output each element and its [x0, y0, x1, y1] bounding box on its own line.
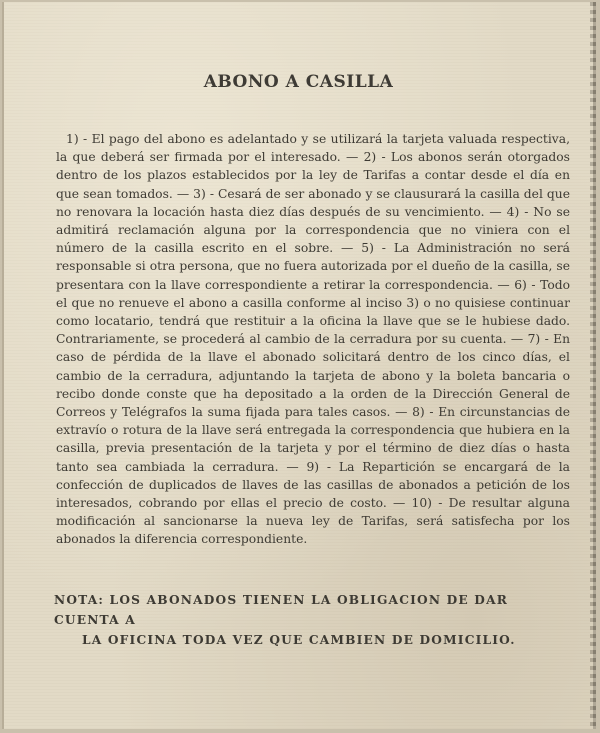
terms-body-text: 1) - El pago del abono es adelantado y se utilizará la tarjeta valuada respectiva, la que deberá ser firmada por el interesado. — 2) - Los abonos serán otorgados dentro de los plazos establecidos por la ley de Tarifas a contar desde el día en que sean tomados. — 3) - Cesará de ser abonado y se clausurará la casilla del que no renovara la locación hasta diez días después de su vencimiento. — 4) - No se admitirá reclamación alguna por la correspondencia que no viniera con el número de la casilla escrito en el sobre. — 5) - La Administración no será responsable si otra persona, que no fuera autorizada por el dueño de la casilla, se presentara con la llave correspondiente a retirar la correspondencia. — 6) - Todo el que no renueve el abono a casilla conforme al inciso 3) o no quisiese continuar como locatario, tendrá que restituir a la oficina la llave que se le hubiese dado. Contrariamente, se procederá al cambio de la cerradura por su cuenta. — 7) - En caso de pérdida de la llave el abonado solicitará dentro de los cinco días, el cambio de la cerradura, adjuntando la tarjeta de abono y la boleta bancaria o recibo donde conste que ha depositado a la orden de la Dirección General de Correos y Telégrafos la suma fijada para tales casos. — 8) - En circunstancias de extravío o rotura de la llave será entregada la correspondencia que hubiera en la casilla, previa presentación de la tarjeta y por el término de diez días o hasta tanto sea cambiada la cerradura. — 9) - La Repartición se encargará de la confección de duplicados de llaves de las casillas de abonados a petición de los interesados, cobrando por ellas el precio de costo. — 10) - De resultar alguna modificación al sancionarse la nueva ley de Tarifas, será satisfecha por los abonados la diferencia correspondiente. [56, 132, 570, 547]
perforated-edge [590, 2, 596, 729]
document-title: ABONO A CASILLA [203, 72, 394, 92]
notice-block [54, 590, 574, 650]
notice-line-1: NOTA: LOS ABONADOS TIENEN LA OBLIGACION DE DAR CUENTA A [54, 593, 509, 627]
notice-line-2: LA OFICINA TODA VEZ QUE CAMBIEN DE DOMICILIO. [82, 633, 516, 647]
postal-box-subscription-card [2, 2, 596, 729]
